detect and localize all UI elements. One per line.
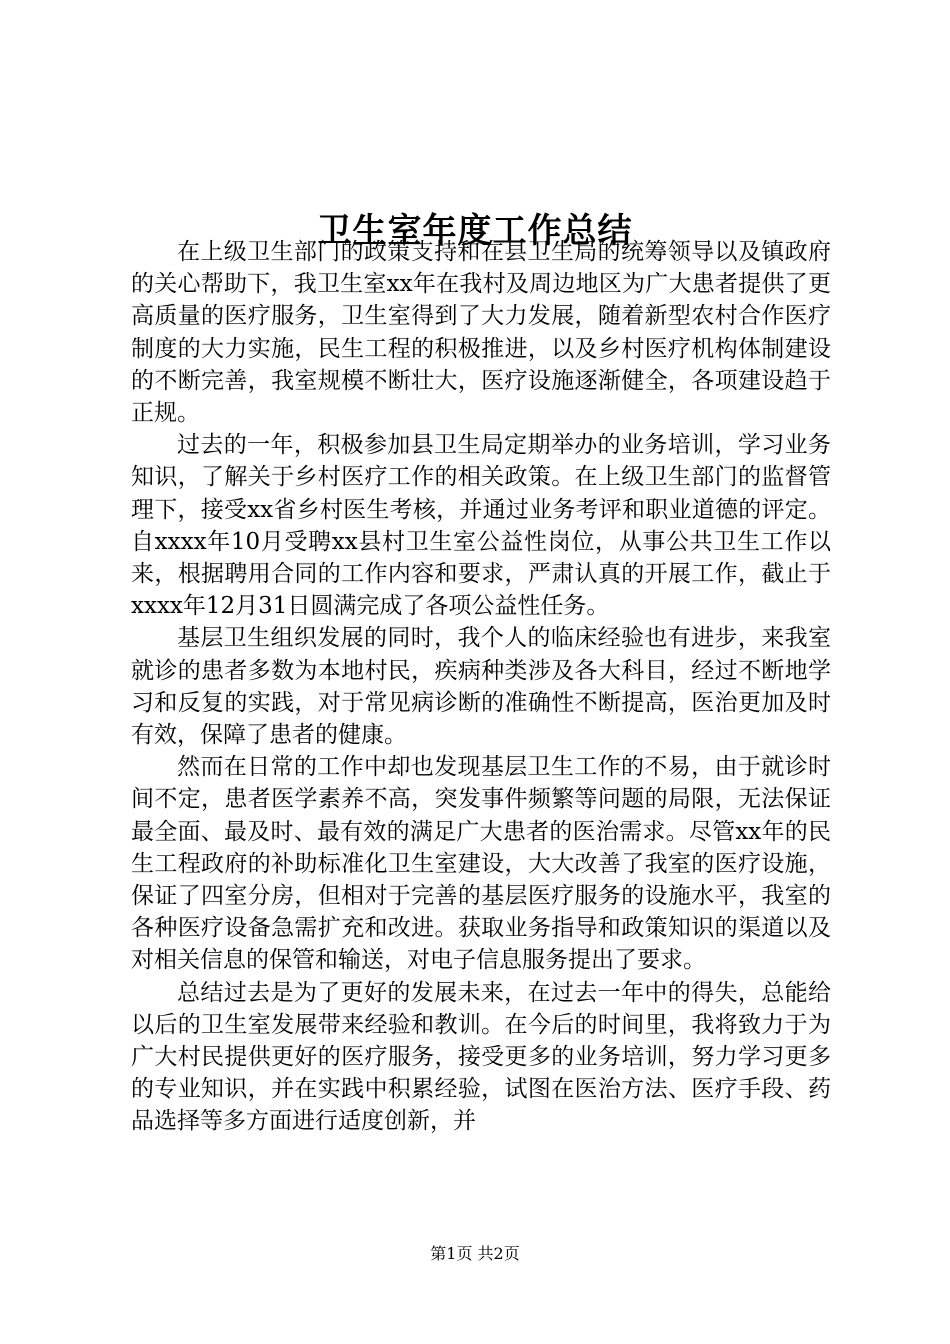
paragraph-3: 基层卫生组织发展的同时，我个人的临床经验也有进步，来我室就诊的患者多数为本地村民，疾病种类涉及各大科目，经过不断地学习和反复的实践，对于常见病诊断的准确性不断提高，医治更加及时有效，保障了患者的健康。	[131, 625, 831, 749]
document-title: 卫生室年度工作总结	[317, 210, 633, 251]
paragraph-1: 在上级卫生部门的政策支持和在县卫生局的统筹领导以及镇政府的关心帮助下，我卫生室xx年在我村及周边地区为广大患者提供了更高质量的医疗服务，卫生室得到了大力发展，随着新型农村合作医疗制度的大力实施，民生工程的积极推进，以及乡村医疗机构体制建设的不断完善，我室规模不断壮大，医疗设施逐渐健全，各项建设趋于正规。	[131, 239, 831, 427]
page-number-footer: 第1页 共2页	[430, 1244, 520, 1263]
paragraph-2: 过去的一年，积极参加县卫生局定期举办的业务培训，学习业务知识，了解关于乡村医疗工作的相关政策。在上级卫生部门的监督管理下，接受xx省乡村医生考核，并通过业务考评和职业道德的评定。自xxxx年10月受聘xx县村卫生室公益性岗位，从事公共卫生工作以来，根据聘用合同的工作内容和要求，严肃认真的开展工作，截止于xxxx年12月31日圆满完成了各项公益性任务。	[131, 432, 831, 620]
paragraph-5: 总结过去是为了更好的发展未来，在过去一年中的得失，总能给以后的卫生室发展带来经验和教训。在今后的时间里，我将致力于为广大村民提供更好的医疗服务，接受更多的业务培训，努力学习更多的专业知识，并在实践中积累经验，试图在医治方法、医疗手段、药品选择等多方面进行适度创新，并	[131, 979, 831, 1135]
paragraph-4: 然而在日常的工作中却也发现基层卫生工作的不易，由于就诊时间不定，患者医学素养不高，突发事件频繁等问题的局限，无法保证最全面、最及时、最有效的满足广大患者的医治需求。尽管xx年的民生工程政府的补助标准化卫生室建设，大大改善了我室的医疗设施，保证了四室分房，但相对于完善的基层医疗服务的设施水平，我室的各种医疗设备急需扩充和改进。获取业务指导和政策知识的渠道以及对相关信息的保管和输送，对电子信息服务提出了要求。	[131, 754, 831, 974]
document-body	[131, 236, 831, 1138]
